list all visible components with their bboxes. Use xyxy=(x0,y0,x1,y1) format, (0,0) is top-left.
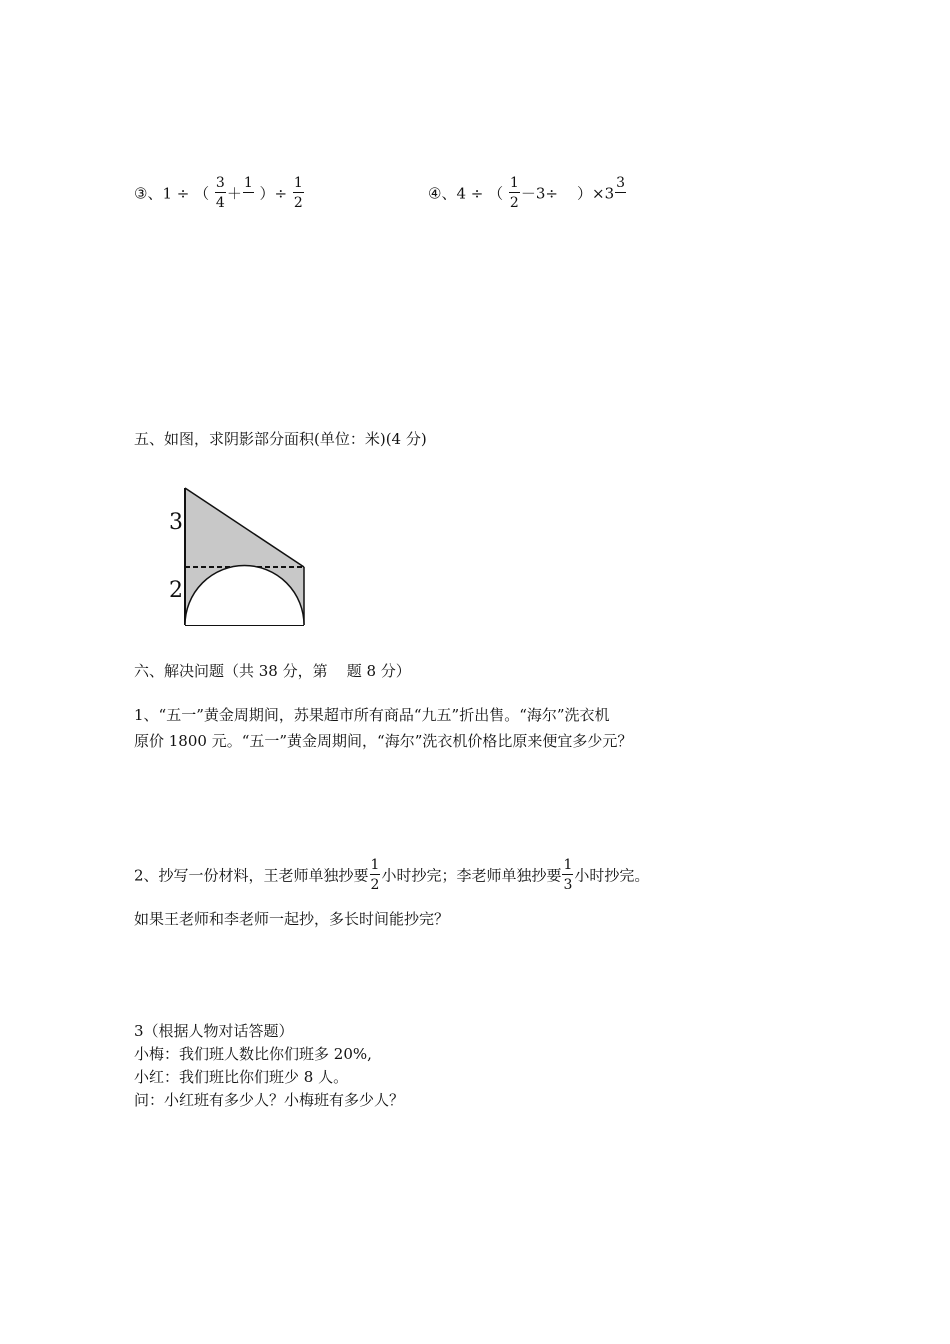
question-1-line-2: 原价 1800 元。“五一”黄金周期间，“海尔”洗衣机价格比原来便宜多少元？ xyxy=(134,732,633,750)
expr3-close: ）÷ xyxy=(259,184,288,203)
shaded-area-figure xyxy=(160,480,320,640)
expr4-label: ④、4 ÷ （ xyxy=(428,184,504,203)
fraction-denominator: 2 xyxy=(370,877,380,893)
plus-sign: ＋ xyxy=(226,184,242,203)
question-2-line-2: 如果王老师和李老师一起抄，多长时间能抄完？ xyxy=(134,910,450,928)
expr4-middle: －3÷ ）×3 xyxy=(520,184,615,203)
fraction-denominator: 2 xyxy=(293,195,303,211)
expr3-fraction-1 xyxy=(215,176,226,210)
fraction-numerator: 1 xyxy=(563,857,573,873)
expr4-fraction-2 xyxy=(615,176,626,210)
label-bottom: 2 xyxy=(169,578,183,603)
section-5-title: 五、如图，求阴影部分面积(单位：米)(4 分) xyxy=(134,430,427,448)
fraction-numerator: 3 xyxy=(616,175,626,191)
expr3-fraction-3 xyxy=(293,176,304,210)
question-2-line-1 xyxy=(134,858,649,892)
q2-fraction-2 xyxy=(562,858,573,892)
fraction-numerator: 3 xyxy=(215,175,225,191)
q2-fraction-1 xyxy=(370,858,381,892)
fraction-numerator: 1 xyxy=(293,175,303,191)
expr3-fraction-2 xyxy=(243,176,254,210)
expr4-fraction-1 xyxy=(509,176,520,210)
fraction-numerator: 1 xyxy=(243,175,253,191)
question-1-line-1: 1、“五一”黄金周期间，苏果超市所有商品“九五”折出售。“海尔”洗衣机 xyxy=(134,706,610,724)
q2-text-3: 小时抄完。 xyxy=(574,866,650,885)
section-6-title: 六、解决问题（共 38 分，第 题 8 分） xyxy=(134,662,411,680)
question-3-title: 3（根据人物对话答题） xyxy=(134,1022,294,1040)
fraction-denominator: 2 xyxy=(509,195,519,211)
question-3-line-1: 小梅：我们班人数比你们班多 20%, xyxy=(134,1045,372,1063)
question-3-line-3: 问：小红班有多少人？小梅班有多少人？ xyxy=(134,1091,405,1109)
fraction-denominator: 3 xyxy=(563,877,573,893)
q2-text-2: 小时抄完；李老师单独抄要 xyxy=(381,866,562,885)
fraction-numerator: 1 xyxy=(509,175,519,191)
q2-text-1: 2、抄写一份材料，王老师单独抄要 xyxy=(134,866,369,885)
fraction-denominator: 4 xyxy=(215,195,225,211)
fraction-numerator: 1 xyxy=(370,857,380,873)
label-top: 3 xyxy=(169,510,183,535)
figure-svg xyxy=(160,480,320,640)
expression-3 xyxy=(134,176,305,210)
expression-4 xyxy=(428,176,627,210)
question-3-line-2: 小红：我们班比你们班少 8 人。 xyxy=(134,1068,349,1086)
expr3-label: ③、1 ÷ （ xyxy=(134,184,210,203)
